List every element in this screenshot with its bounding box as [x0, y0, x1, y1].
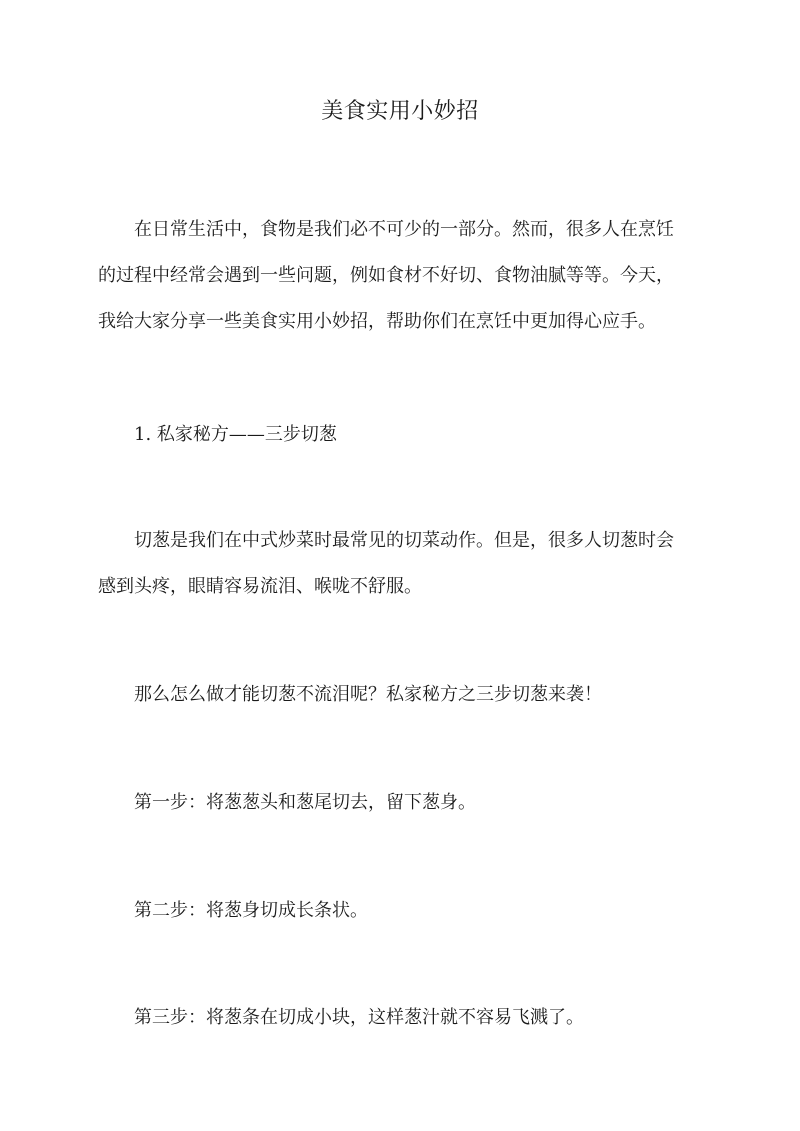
step-1-paragraph: 第一步：将葱葱头和葱尾切去，留下葱身。	[134, 792, 476, 813]
intro-paragraph	[98, 207, 704, 345]
section1-paragraph	[98, 518, 704, 610]
intro-line-3: 我给大家分享一些美食实用小妙招，帮助你们在烹饪中更加得心应手。	[98, 311, 656, 332]
section1-line-1: 切葱是我们在中式炒菜时最常见的切菜动作。但是，很多人切葱时会	[134, 530, 674, 551]
intro-line-2: 的过程中经常会遇到一些问题，例如食材不好切、食物油腻等等。今天，	[98, 265, 674, 286]
question-paragraph: 那么怎么做才能切葱不流泪呢？私家秘方之三步切葱来袭！	[134, 684, 602, 705]
step-3-paragraph: 第三步：将葱条在切成小块，这样葱汁就不容易飞溅了。	[134, 1007, 584, 1028]
step-2-paragraph: 第二步：将葱身切成长条状。	[134, 900, 368, 921]
section-heading-1: 1. 私家秘方——三步切葱	[134, 424, 337, 445]
document-title: 美食实用小妙招	[321, 99, 479, 124]
intro-line-1: 在日常生活中，食物是我们必不可少的一部分。然而，很多人在烹饪	[134, 219, 674, 240]
section1-line-2: 感到头疼，眼睛容易流泪、喉咙不舒服。	[98, 576, 422, 597]
